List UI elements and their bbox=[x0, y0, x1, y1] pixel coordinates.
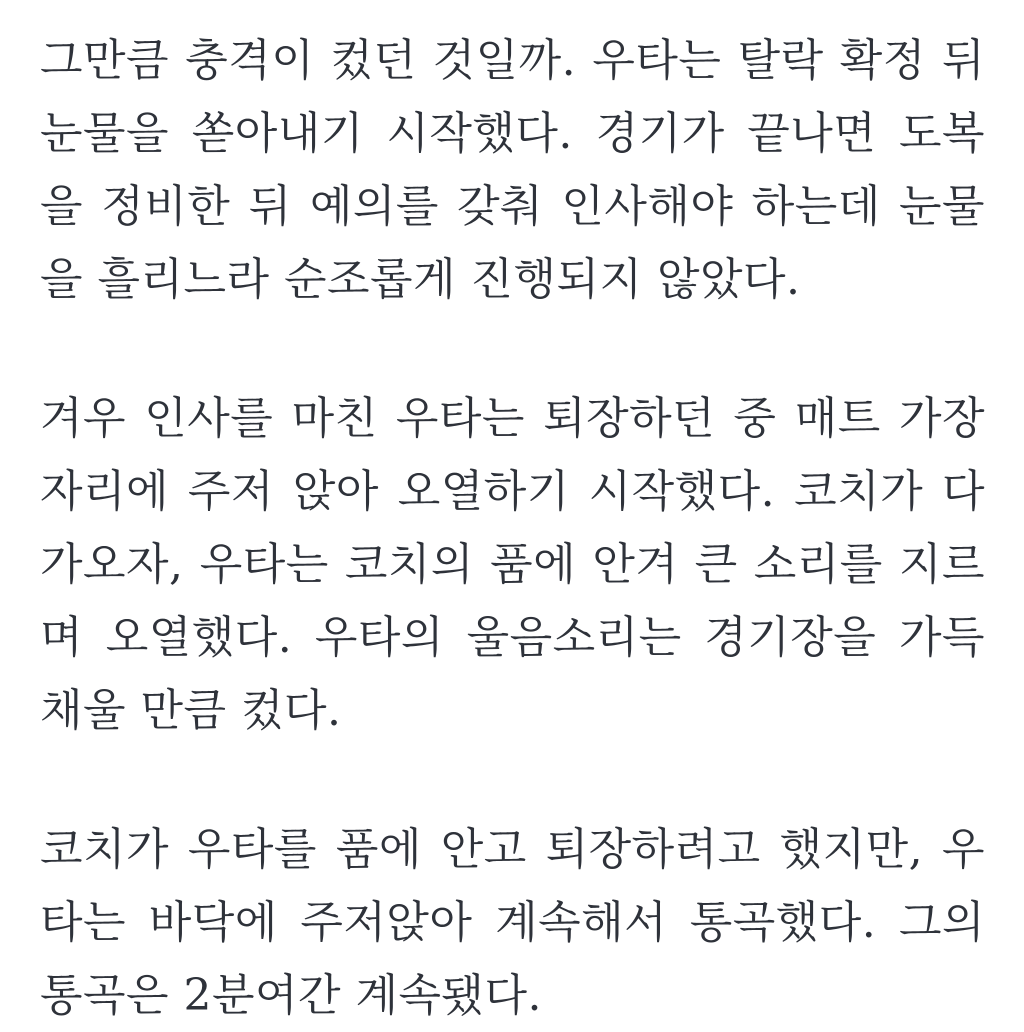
article-paragraph-2: 겨우 인사를 마친 우타는 퇴장하던 중 매트 가장자리에 주저 앉아 오열하기 시작했다. 코치가 다가오자, 우타는 코치의 품에 안겨 큰 소리를 지르며 오열했다. 우타의 울음소리는 경기장을 가득 채울 만큼 컸다. bbox=[40, 393, 985, 736]
article-paragraph-3: 코치가 우타를 품에 안고 퇴장하려고 했지만, 우타는 바닥에 주저앉아 계속해서 통곡했다. 그의 통곡은 2분여간 계속됐다. bbox=[40, 824, 985, 1021]
article-paragraph-1: 그만큼 충격이 컸던 것일까. 우타는 탈락 확정 뒤 눈물을 쏟아내기 시작했다. 경기가 끝나면 도복을 정비한 뒤 예의를 갖춰 인사해야 하는데 눈물을 흘리느라 순조롭게 진행되지 않았다. bbox=[40, 35, 985, 305]
